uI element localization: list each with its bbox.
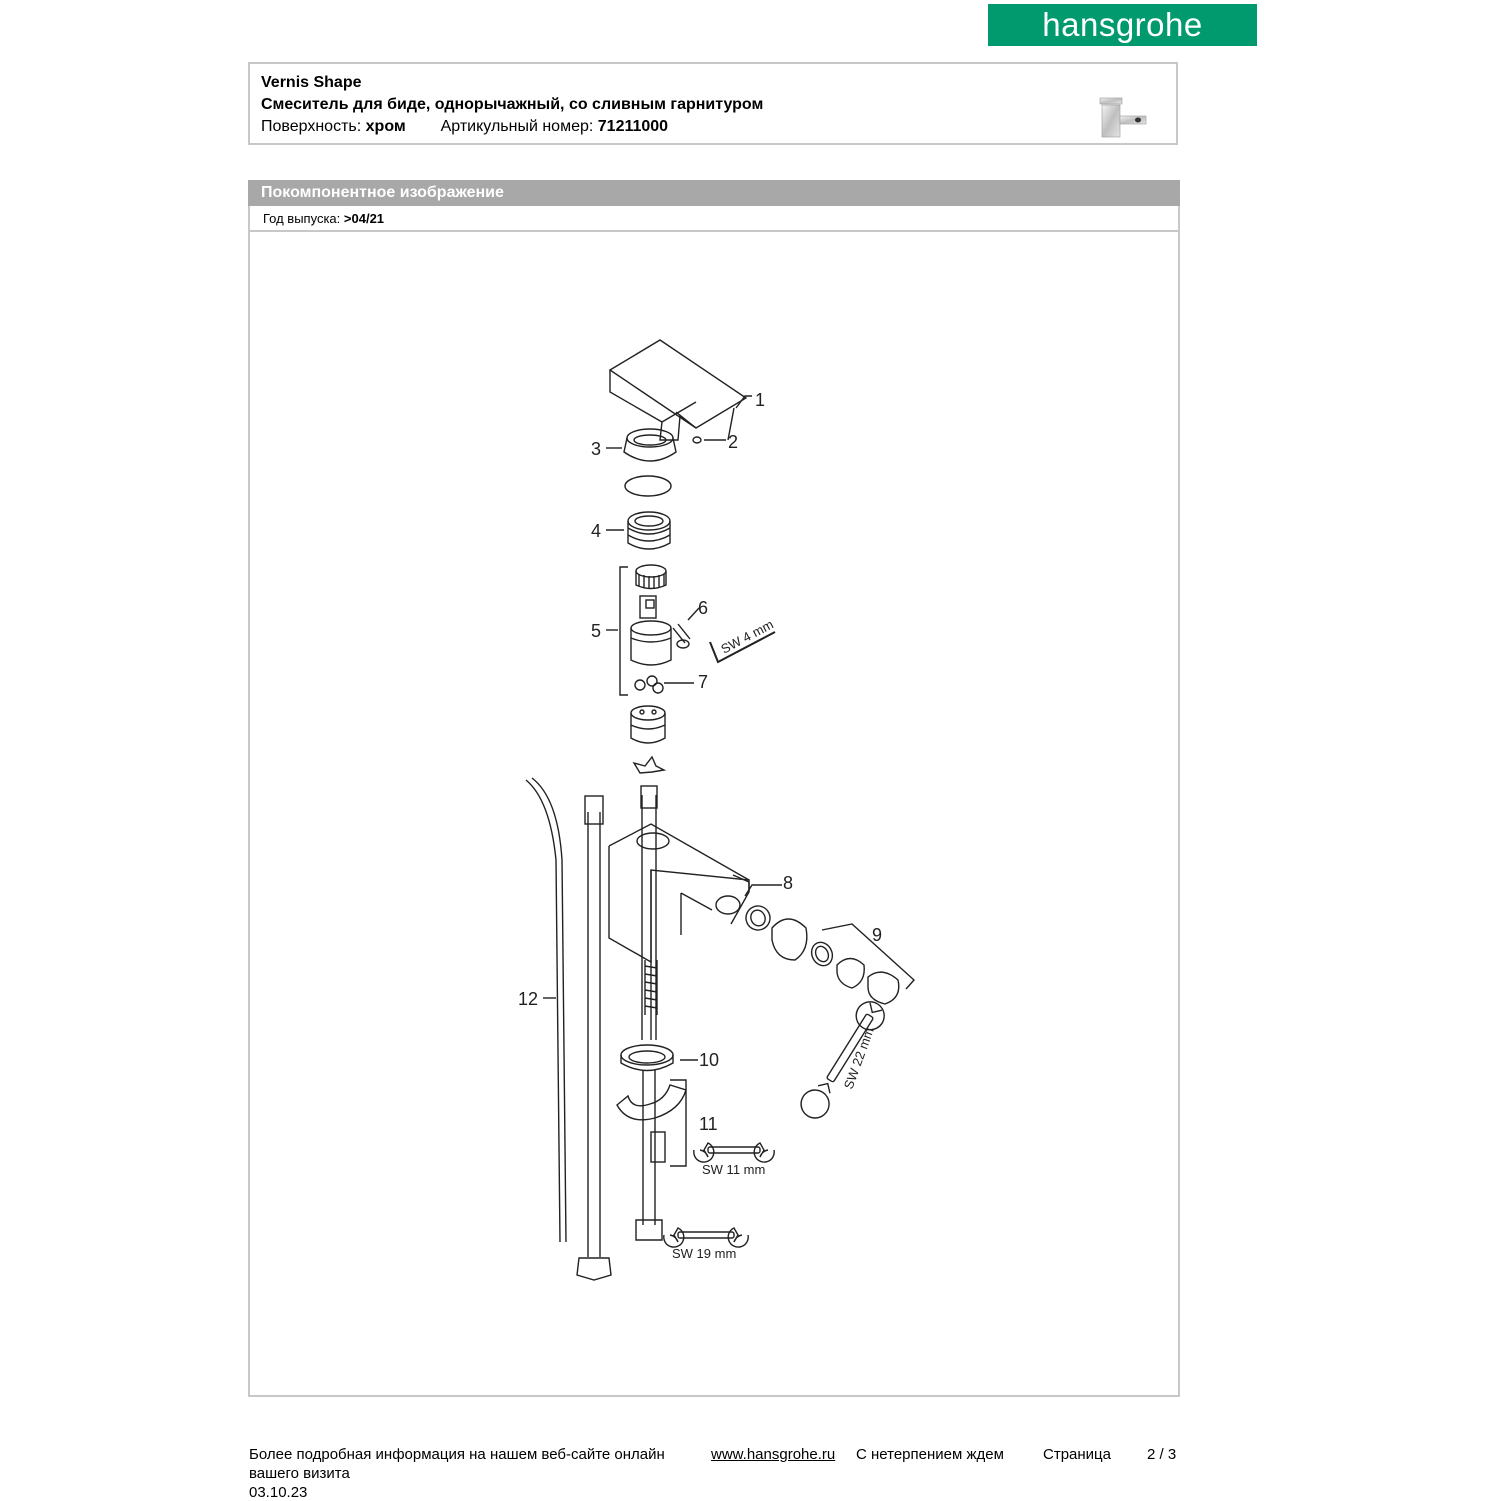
footer-visit-text: вашего визита [249,1465,350,1482]
part-label-11: 11 [699,1114,718,1134]
wrench-sw11-icon [694,1143,774,1162]
cartridge-bracket [620,567,628,695]
part-set-screw [693,437,701,443]
year-value: >04/21 [343,211,385,226]
part-horseshoe-washer [617,1085,686,1162]
part-o-ring [625,476,671,496]
part-mixer-body [609,824,749,962]
part-seals [635,676,663,693]
wrench-sw19-icon [664,1228,748,1247]
part-label-12: 12 [518,989,539,1009]
footer-page-label: Страница [1043,1446,1111,1463]
part-label-8: 8 [783,873,794,893]
part-label-4: 4 [591,521,602,541]
part-label-1: 1 [755,390,766,410]
part-drain-rod [526,780,560,1242]
tool-label-sw4: SW 4 mm [718,616,776,657]
wrench-sw22-icon [796,997,890,1124]
article-value: 71211000 [597,118,669,135]
part-cover-cone [624,429,676,461]
footer-date: 03.10.23 [249,1484,308,1501]
part-screw [673,624,690,648]
section-title: Покомпонентное изображение [248,180,1180,206]
leader-11-bracket [670,1080,686,1166]
product-description: Смеситель для биде, однорычажный, со сливным гарнитуром [261,96,764,113]
footer-website-link[interactable]: www.hansgrohe.ru [711,1446,836,1463]
part-fixing-ring [621,1045,673,1071]
part-label-5: 5 [591,621,602,641]
part-label-3: 3 [591,439,602,459]
footer-page-number: 2 / 3 [1147,1446,1177,1463]
part-label-6: 6 [698,598,709,618]
year-label: Год выпуска: [263,211,341,226]
footer-more-info: Более подробная информация на нашем веб-сайте онлайн [249,1446,665,1463]
surface-value: хром [365,118,406,135]
surface-label: Поверхность: [261,118,362,135]
part-label-7: 7 [698,672,709,692]
article-label: Артикульный номер: [440,118,594,135]
hansgrohe-logo: hansgrohe [988,4,1257,46]
footer-waiting-text: С нетерпением ждем [856,1446,1004,1463]
tool-label-sw22: SW 22 mm [840,1025,877,1092]
part-threaded-ring [628,512,670,549]
part-label-2: 2 [728,432,739,452]
part-lever-handle [610,340,746,440]
part-cartridge [631,565,671,665]
tool-label-sw11: SW 11 mm [702,1162,766,1177]
leader-8 [745,885,782,896]
part-label-9: 9 [872,925,883,945]
product-name: Vernis Shape [261,74,362,91]
part-aerator [742,902,899,1004]
tool-label-sw19: SW 19 mm [672,1246,737,1261]
part-drain-rod-outline [532,778,566,1242]
part-threaded-stud [645,960,657,1040]
part-spreader [634,757,664,773]
part-label-10: 10 [699,1050,720,1070]
part-valve-insert [631,706,665,743]
part-supply-hoses [577,786,662,1280]
